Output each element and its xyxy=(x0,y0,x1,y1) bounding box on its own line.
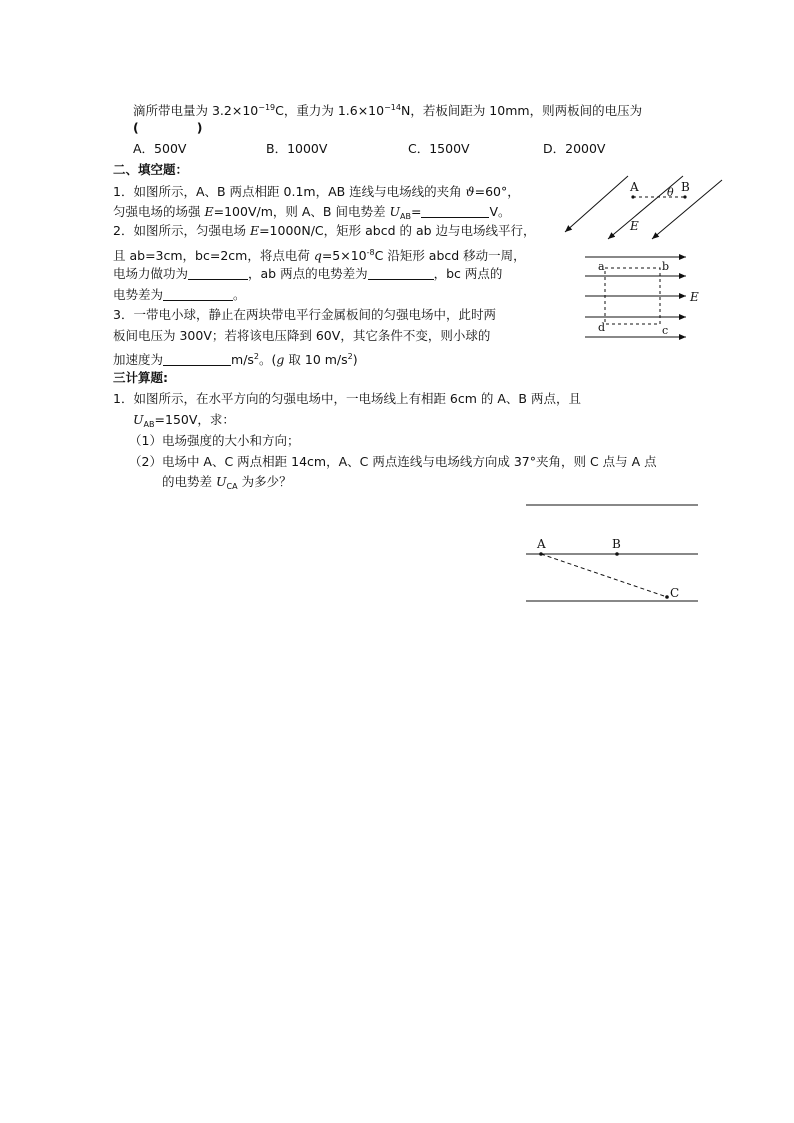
label-a: A xyxy=(537,537,546,551)
stem-text: N，若板间距为 10mm，则两板间的电压为 xyxy=(400,103,643,118)
answer-blank[interactable] xyxy=(421,205,489,218)
point-b xyxy=(615,552,619,556)
exponent: −19 xyxy=(258,103,276,112)
label-theta: θ xyxy=(667,186,674,199)
fill-q3-line2: 板间电压为 300V；若将该电压降到 60V，其它条件不变，则小球的 xyxy=(113,328,491,343)
figure-rectangle-field xyxy=(580,248,710,348)
calc-q1-line2: $U_{AB}=150V$，求： xyxy=(133,412,235,429)
label-e: E xyxy=(690,290,699,304)
label-e: E xyxy=(630,219,639,233)
field-line xyxy=(565,176,628,232)
section-heading-fill: 二、填空题： xyxy=(113,162,189,177)
label-b: B xyxy=(612,537,621,551)
fill-q2-line3: 电场力做功为 ，ab 两点的电势差为 ，bc 两点的 xyxy=(113,266,503,281)
option-b: B．1000V xyxy=(266,141,328,156)
label-b: b xyxy=(662,260,670,273)
fill-q2-line4: 电势差为 。 xyxy=(113,287,246,302)
answer-blank[interactable] xyxy=(368,267,434,280)
answer-blank[interactable] xyxy=(188,267,248,280)
label-d: d xyxy=(598,321,606,334)
ac-dashed-line xyxy=(541,554,667,597)
fill-q2-line2: 且 ab=3cm，bc=2cm，将点电荷 $q=5\times 10^{-8}C$ 沿矩形 abcd 移动一周， xyxy=(113,248,526,263)
fill-q3-line1: 3．一带电小球，静止在两块带电平行金属板间的匀强电场中，此时两 xyxy=(113,307,496,322)
answer-parentheses: ( ) xyxy=(133,120,203,135)
label-a: a xyxy=(598,260,605,273)
calc-q1-line1: 1．如图所示，在水平方向的匀强电场中，一电场线上有相距 6cm 的 A、B 两点，且 xyxy=(113,391,581,406)
label-b: B xyxy=(681,180,690,194)
calc-q1-part2-line2: 的电势差 $U_{CA}$ 为多少？ xyxy=(162,474,292,491)
calc-q1-part2-line1: （2）电场中 A、C 两点相距 14cm，A、C 两点连线与电场线方向成 37°夹角，则 C 点与 A 点 xyxy=(129,454,657,469)
point-a xyxy=(631,195,634,198)
option-d: D．2000V xyxy=(543,141,606,156)
label-c: C xyxy=(670,586,680,600)
stem-text: C，重力为 1.6×10 xyxy=(275,103,385,118)
label-c: c xyxy=(662,324,669,337)
point-a xyxy=(539,552,543,556)
fill-q1-line2: 匀强电场的场强 E=100V/m，则 A、B 间电势差 $U_{AB}= V$。 xyxy=(113,204,511,221)
option-a: A．500V xyxy=(133,141,187,156)
figure-points-abc xyxy=(520,500,705,610)
label-a: A xyxy=(630,180,639,194)
exponent: −14 xyxy=(384,103,401,112)
fill-q3-line3: 加速度为 $m/s^2$。(g 取 10 $m/s^2$) xyxy=(113,352,358,367)
fill-q2-line1: 2．如图所示，匀强电场 E=1000N/C，矩形 abcd 的 ab 边与电场线平行， xyxy=(113,223,536,238)
point-b xyxy=(683,195,686,198)
figure-field-angle xyxy=(560,170,730,245)
stem-text: 滴所带电量为 3.2×10 xyxy=(133,103,259,118)
fill-q1-line1: 1．如图所示，A、B 两点相距 0.1m，AB 连线与电场线的夹角 ϑ=60°， xyxy=(113,184,520,199)
option-c: C．1500V xyxy=(408,141,470,156)
answer-blank[interactable] xyxy=(163,353,231,366)
section-heading-calc: 三计算题: xyxy=(113,370,168,385)
calc-q1-part1: （1）电场强度的大小和方向； xyxy=(129,433,300,448)
question-stem-line xyxy=(133,99,642,120)
point-c xyxy=(665,595,669,599)
answer-blank[interactable] xyxy=(163,288,233,301)
